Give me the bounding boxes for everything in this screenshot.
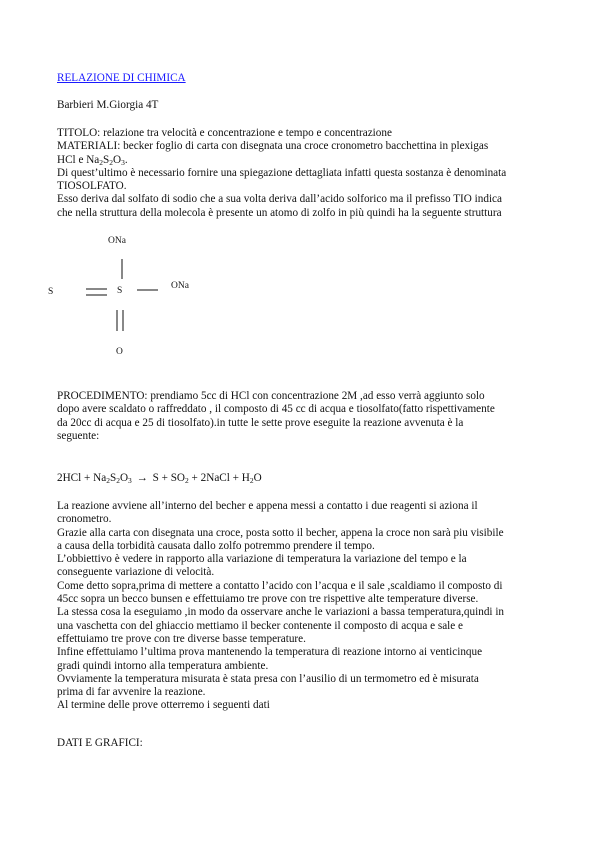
subscript: 3	[128, 476, 132, 485]
deriva-line-2: che nella struttura della molecola è presente un atomo di zolfo in più quindi ha la seguente struttura	[57, 206, 502, 219]
body-line: gradi quindi intorno alla temperatura ambiente.	[57, 659, 269, 672]
deriva-line-1: Esso deriva dal solfato di sodio che a sua volta deriva dall’acido solforico ma il prefisso TIO indica	[57, 193, 502, 206]
spiegazione-line-1: Di quest’ultimo è necessario fornire una spiegazione dettagliata infatti questa sostanza è denominata	[57, 166, 507, 179]
subscript: 2	[106, 476, 110, 485]
eq-part: + 2NaCl + H	[188, 472, 250, 484]
subscript: 2	[109, 157, 113, 167]
procedimento-line-2: dopo avere scaldato o raffreddato , il composto di 45 cc di acqua e tiosolfato(fatto rispettivamente	[57, 403, 495, 416]
body-line: La stessa cosa la eseguiamo ,in modo da osservare anche le variazioni a bassa temperatura,quindi in	[57, 606, 505, 619]
body-line: La reazione avviene all’interno del becher e appena messi a contatto i due reagenti si aziona il	[57, 500, 478, 512]
body-line: Ovviamente la temperatura misurata è stata presa con l’ausilio di un termometro ed è misurata	[57, 672, 479, 685]
o-bottom-label: O	[116, 347, 123, 357]
body-line: cronometro.	[57, 513, 112, 526]
s-center-label: S	[117, 286, 123, 296]
body-line: Come detto sopra,prima di mettere a contatto l’acido con l’acqua e il sale ,scaldiamo il composto di	[57, 579, 503, 592]
reaction-equation	[57, 472, 547, 485]
ona-right-label: ONa	[171, 281, 189, 291]
subscript: 2	[99, 157, 104, 167]
materiali-text: HCl e Na	[57, 153, 100, 166]
dati-heading	[57, 737, 547, 750]
body-line: una vaschetta con del ghiaccio mettiamo il becker contenente il composto di acqua e sale e	[57, 619, 464, 632]
subscript: 2	[116, 476, 120, 485]
eq-part: S	[109, 472, 117, 484]
body-line: Infine effettuiamo l’ultima prova mantenendo la temperatura di reazione intorno ai venticinque	[57, 646, 483, 659]
body-line: L’obbiettivo è vedere in rapporto alla variazione di temperatura la variazione del tempo e la	[57, 553, 467, 566]
body-line: conseguente variazione di velocità.	[57, 566, 215, 579]
materiali-line-1: MATERIALI: becker foglio di carta con disegnata una croce cronometro bacchettina in plexigas	[57, 140, 489, 153]
body-line: prima di far avvenire la reazione.	[57, 686, 206, 699]
arrow-icon: →	[136, 472, 148, 484]
author-text: Barbieri M.Giorgia 4T	[57, 99, 159, 111]
eq-part: O	[253, 472, 262, 484]
procedimento-section	[57, 390, 547, 443]
s-left-label: S	[48, 287, 54, 297]
body-line: a causa della torbidità causata dallo zolfo potremmo prendere il tempo.	[57, 539, 375, 552]
subscript: 2	[249, 476, 254, 485]
eq-part: 2HCl + Na	[57, 472, 107, 484]
body-line: Grazie alla carta con disegnata una croce, posta sotto il becher, appena la croce non sarà piu visibile	[57, 526, 504, 539]
document-header	[57, 72, 547, 85]
procedimento-line-1: PROCEDIMENTO: prendiamo 5cc di HCl con concentrazione 2M ,ad esso verrà aggiunto solo	[57, 390, 485, 402]
ona-top-label: ONa	[108, 236, 126, 246]
body-section	[57, 500, 547, 713]
titolo-line: TITOLO: relazione tra velocità e concentrazione e tempo e concentrazione	[57, 127, 392, 139]
eq-part: S + SO	[152, 472, 185, 484]
body-line: Al termine delle prove otterremo i seguenti dati	[57, 699, 270, 712]
title-link[interactable]: RELAZIONE DI CHIMICA	[57, 72, 186, 84]
subscript: 2	[185, 476, 189, 485]
subscript: 3	[121, 157, 125, 167]
intro-section	[57, 127, 547, 220]
materiali-text: O	[113, 153, 122, 166]
body-line: 45cc sopra un becco bunsen e effettuiamo tre prove con tre rispettive alte temperature diverse.	[57, 593, 479, 606]
author-line	[57, 99, 547, 112]
materiali-text: S	[103, 153, 110, 166]
materiali-line-2	[57, 154, 547, 167]
spiegazione-line-2: TIOSOLFATO.	[57, 180, 127, 193]
procedimento-line-4: seguente:	[57, 429, 100, 442]
procedimento-line-3: da 20cc di acqua e 25 di tiosolfato).in tutte le sette prove eseguite la reazione avvenuta è la	[57, 416, 464, 429]
eq-part: O	[119, 472, 129, 484]
body-line: effettuiamo tre prove con tre diverse basse temperature.	[57, 632, 306, 645]
materiali-text: .	[124, 153, 128, 166]
dati-text: DATI E GRAFICI:	[57, 737, 143, 749]
